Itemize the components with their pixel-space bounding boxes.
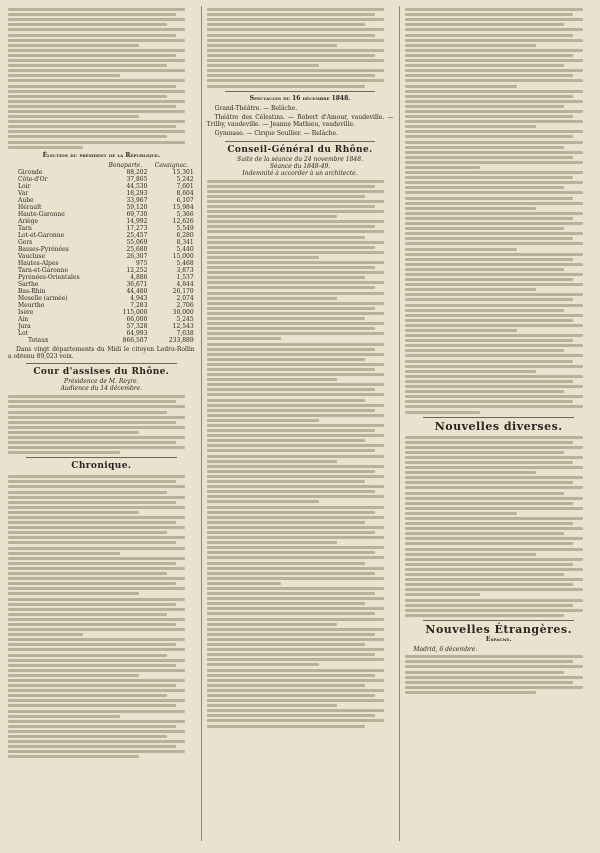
cavaignac-votes: 5,245 bbox=[176, 315, 194, 323]
cavaignac-votes: 5,242 bbox=[176, 175, 194, 183]
election-row bbox=[8, 169, 195, 176]
department-name: Ariège bbox=[18, 217, 39, 225]
assises-title: Cour d'assises du Rhône. bbox=[33, 367, 170, 378]
election-row bbox=[8, 239, 195, 246]
department-name: Lot bbox=[18, 329, 29, 337]
department-name: Basses-Pyrénées bbox=[18, 245, 69, 253]
header-cavaignac: Cavaignac. bbox=[154, 161, 189, 169]
bonaparte-votes: 36,671 bbox=[126, 280, 148, 288]
bonaparte-votes: 17,273 bbox=[126, 224, 148, 232]
elections-title-text: Élection du président de la République. bbox=[42, 151, 161, 159]
nouvelles-title: Nouvelles diverses. bbox=[434, 419, 563, 433]
bonaparte-votes: 33,967 bbox=[126, 196, 148, 204]
cavaignac-votes: 2,706 bbox=[176, 301, 194, 309]
totals-bonaparte: 866,507 bbox=[122, 336, 148, 344]
column-right bbox=[399, 6, 592, 841]
cavaignac-votes: 12,626 bbox=[172, 217, 194, 225]
election-row bbox=[8, 323, 195, 330]
department-name: Lot-et-Garonne bbox=[18, 231, 65, 239]
chronique-title: Chronique. bbox=[71, 461, 132, 472]
espagne-dateline bbox=[405, 646, 592, 653]
bonaparte-votes: 59,120 bbox=[126, 203, 148, 211]
nouvelles-heading bbox=[405, 421, 592, 433]
bonaparte-votes: 25,457 bbox=[126, 231, 148, 239]
election-row bbox=[8, 267, 195, 274]
department-name: Ain bbox=[18, 315, 29, 323]
bonaparte-votes: 25,680 bbox=[126, 245, 148, 253]
cavaignac-votes: 15,301 bbox=[172, 168, 194, 176]
bonaparte-votes: 44,480 bbox=[126, 287, 148, 295]
cavaignac-votes: 5,468 bbox=[176, 259, 194, 267]
bonaparte-votes: 44,530 bbox=[126, 182, 148, 190]
cavaignac-votes: 2,074 bbox=[176, 294, 194, 302]
election-row bbox=[8, 253, 195, 260]
assises-text-block bbox=[8, 395, 195, 454]
chronique-text-block bbox=[8, 475, 195, 758]
gymnase-line: Gymnase. — Cirque Soullier. — Relâche. bbox=[214, 130, 338, 138]
divider bbox=[26, 457, 177, 458]
department-name: Hérault bbox=[18, 203, 42, 211]
totals-label: Totaux bbox=[28, 336, 49, 344]
bonaparte-votes: 57,328 bbox=[126, 322, 148, 330]
department-name: Haute-Garonne bbox=[18, 210, 65, 218]
divider bbox=[423, 417, 574, 418]
department-name: Loir bbox=[18, 182, 31, 190]
department-name: Isère bbox=[18, 308, 34, 316]
department-name: Bas-Rhin bbox=[18, 287, 46, 295]
cavaignac-votes: 12,543 bbox=[172, 322, 194, 330]
department-name: Meurthe bbox=[18, 301, 45, 309]
bonaparte-votes: 14,992 bbox=[126, 217, 148, 225]
nouvelles-text-block bbox=[405, 436, 592, 617]
assises-audience: Audience du 14 décembre. bbox=[60, 385, 143, 393]
cavaignac-votes: 6,280 bbox=[176, 231, 194, 239]
election-row bbox=[8, 316, 195, 323]
bonaparte-votes: 37,865 bbox=[126, 175, 148, 183]
cavaignac-votes: 5,440 bbox=[176, 245, 194, 253]
bonaparte-votes: 55,069 bbox=[126, 238, 148, 246]
espagne-label: Espagne. bbox=[485, 635, 512, 643]
election-row bbox=[8, 309, 195, 316]
department-name: Tarn-et-Garonne bbox=[18, 266, 68, 274]
cavaignac-votes: 4,844 bbox=[176, 280, 194, 288]
election-row bbox=[8, 218, 195, 225]
department-name: Aube bbox=[18, 196, 34, 204]
bonaparte-votes: 7,283 bbox=[130, 301, 148, 309]
election-row bbox=[8, 183, 195, 190]
bonaparte-votes: 12,252 bbox=[126, 266, 148, 274]
department-name: Hautes-Alpes bbox=[18, 259, 59, 267]
header-department bbox=[8, 162, 102, 169]
column-middle bbox=[201, 6, 394, 841]
assises-heading bbox=[8, 367, 195, 392]
department-name: Vaucluse bbox=[18, 252, 45, 260]
election-row bbox=[8, 260, 195, 267]
bonaparte-votes: 4,943 bbox=[130, 294, 148, 302]
department-name: Gironde bbox=[18, 168, 43, 176]
right-top-text-block bbox=[405, 8, 592, 413]
bonaparte-votes: 64,993 bbox=[126, 329, 148, 337]
department-name: Côte-d'Or bbox=[18, 175, 48, 183]
chronique-heading bbox=[8, 461, 195, 472]
cavaignac-votes: 6,107 bbox=[176, 196, 194, 204]
conseil-text-block bbox=[207, 180, 394, 728]
spectacles-heading bbox=[207, 95, 394, 102]
election-row bbox=[8, 211, 195, 218]
cavaignac-votes: 15,984 bbox=[172, 203, 194, 211]
election-row bbox=[8, 176, 195, 183]
bonaparte-votes: 66,000 bbox=[126, 315, 148, 323]
cavaignac-votes: 1,537 bbox=[176, 273, 194, 281]
cavaignac-votes: 15,000 bbox=[172, 252, 194, 260]
newspaper-page bbox=[8, 6, 592, 841]
conseil-subtitle-3: Indemnité à accorder à un architecte. bbox=[242, 169, 358, 177]
cavaignac-votes: 5,366 bbox=[176, 210, 194, 218]
election-totals-row bbox=[8, 337, 195, 344]
election-row bbox=[8, 204, 195, 211]
elections-title bbox=[8, 152, 195, 159]
election-table-header bbox=[8, 162, 195, 169]
assises-subtitle: Présidence de M. Reyre. bbox=[64, 378, 139, 386]
bonaparte-votes: 975 bbox=[135, 259, 148, 267]
department-name: Moselle (armée) bbox=[18, 294, 68, 302]
election-note: Dans vingt départements du Midi le citoyen Ledru-Rollin a obtenu 89,023 voix. bbox=[8, 345, 195, 361]
election-row bbox=[8, 288, 195, 295]
bonaparte-votes: 26,307 bbox=[126, 252, 148, 260]
cavaignac-votes: 30,000 bbox=[172, 308, 194, 316]
spectacles-title: Spectacles du 16 décembre 1848. bbox=[249, 94, 351, 102]
etrangeres-heading bbox=[405, 624, 592, 643]
divider bbox=[423, 620, 574, 621]
bonaparte-votes: 88,202 bbox=[126, 168, 148, 176]
conseil-title: Conseil-Général du Rhône. bbox=[227, 144, 373, 155]
cavaignac-votes: 3,873 bbox=[176, 266, 194, 274]
bonaparte-votes: 115,000 bbox=[122, 308, 148, 316]
department-name: Sarthe bbox=[18, 280, 39, 288]
conseil-subtitle-2: Séance du 1848-49. bbox=[269, 162, 331, 170]
espagne-date: Madrid, 6 décembre. bbox=[413, 645, 478, 653]
election-row bbox=[8, 225, 195, 232]
conseil-subtitle-1: Suite de la séance du 24 novembre 1848. bbox=[237, 155, 363, 163]
department-name: Tarn bbox=[18, 224, 32, 232]
espagne-text-block bbox=[405, 655, 592, 694]
department-name: Gers bbox=[18, 238, 33, 246]
election-results-table bbox=[8, 162, 195, 344]
cavaignac-votes: 8,604 bbox=[176, 189, 194, 197]
intro-text-block bbox=[8, 8, 195, 149]
column-left bbox=[8, 6, 195, 841]
bonaparte-votes: 69,730 bbox=[126, 210, 148, 218]
cavaignac-votes: 26,170 bbox=[172, 287, 194, 295]
grand-theatre-line: Grand-Théâtre. — Relâche. bbox=[214, 104, 298, 112]
election-row bbox=[8, 295, 195, 302]
cavaignac-votes: 7,601 bbox=[176, 182, 194, 190]
cavaignac-votes: 8,341 bbox=[176, 238, 194, 246]
election-row bbox=[8, 274, 195, 281]
election-row bbox=[8, 302, 195, 309]
election-row bbox=[8, 197, 195, 204]
election-row bbox=[8, 281, 195, 288]
election-row bbox=[8, 232, 195, 239]
department-name: Jura bbox=[18, 322, 31, 330]
cavaignac-votes: 7,638 bbox=[176, 329, 194, 337]
etrangeres-title: Nouvelles Étrangères. bbox=[425, 622, 572, 636]
celestins-line: Théâtre des Célestins. — Robert d'Amour, vaudeville. — Trilby, vaudeville. — Jeanne Mathieu, vaudeville. bbox=[206, 113, 394, 129]
totals-cavaignac: 233,889 bbox=[168, 336, 194, 344]
conseil-heading bbox=[207, 145, 394, 177]
middle-top-text-block bbox=[207, 8, 394, 87]
election-row bbox=[8, 190, 195, 197]
department-name: Pyrénées-Orientales bbox=[18, 273, 80, 281]
bonaparte-votes: 4,886 bbox=[130, 273, 148, 281]
election-row bbox=[8, 246, 195, 253]
divider bbox=[225, 141, 376, 142]
bonaparte-votes: 18,293 bbox=[126, 189, 148, 197]
cavaignac-votes: 5,549 bbox=[176, 224, 194, 232]
department-name: Var bbox=[18, 189, 29, 197]
divider bbox=[26, 363, 177, 364]
divider bbox=[225, 91, 376, 92]
header-bonaparte: Bonaparte. bbox=[108, 161, 143, 169]
election-row bbox=[8, 330, 195, 337]
